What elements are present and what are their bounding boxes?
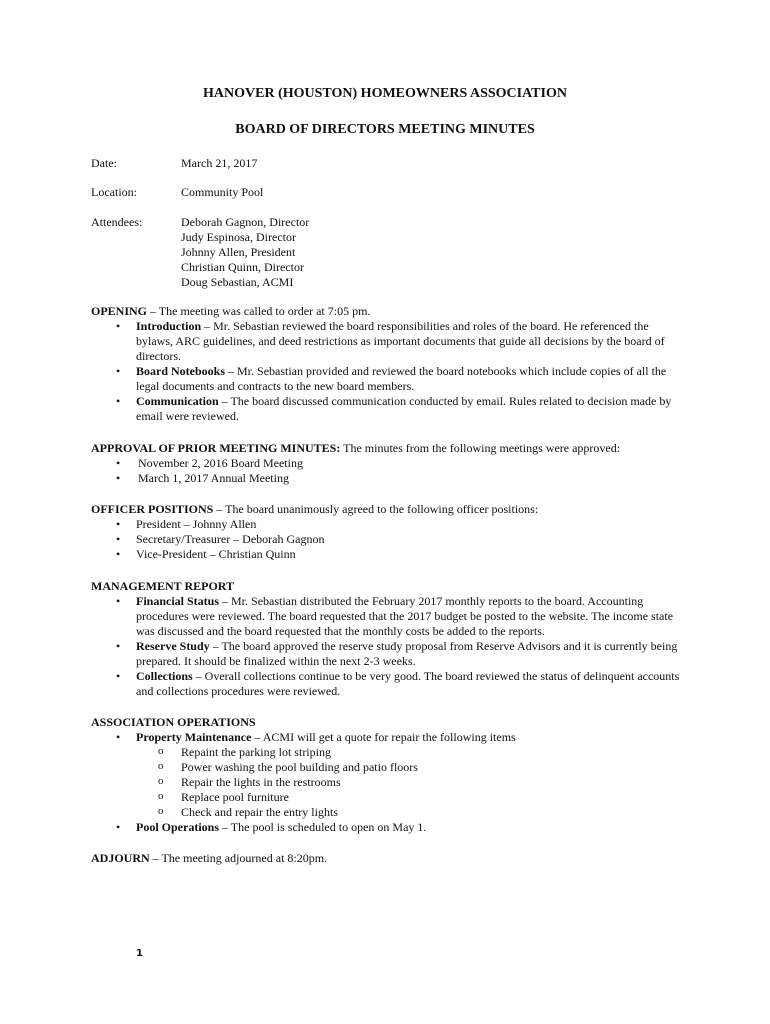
management-heading-line [91, 579, 681, 594]
item-label: Board Notebooks [136, 364, 226, 378]
approval-section [91, 441, 681, 486]
location-label: Location: [91, 185, 137, 199]
adjourn-text: – The meeting adjourned at 8:20pm. [149, 851, 328, 865]
sub-list-item: o Check and repair the entry lights [136, 805, 681, 820]
item-label: Collections [136, 669, 193, 683]
attendees-label: Attendees: [91, 215, 143, 229]
list-item [91, 594, 681, 639]
item-label: Reserve Study [136, 639, 210, 653]
sub-list-item: o Repaint the parking lot striping [136, 745, 681, 760]
opening-heading: OPENING [91, 304, 148, 318]
date-label: Date: [91, 156, 117, 170]
operations-list [91, 730, 681, 835]
item-text: – Mr. Sebastian reviewed the board responsibilities and roles of the board. He referenced the bylaws, ARC guidelines, and deed restrictions as important documents that guide all decisions by the board of directors. [136, 319, 665, 363]
management-section [91, 579, 681, 699]
attendees-list [181, 215, 309, 290]
sub-list-item: o Power washing the pool building and patio floors [136, 760, 681, 775]
list-item: • Vice-President – Christian Quinn [91, 547, 681, 562]
page-number: 1 [136, 948, 143, 959]
maintenance-sublist [136, 745, 681, 820]
item-text: – The pool is scheduled to open on May 1. [219, 820, 427, 834]
attendee: Doug Sebastian, ACMI [181, 275, 294, 289]
item-text: – ACMI will get a quote for repair the following items [251, 730, 516, 744]
date-value: March 21, 2017 [181, 156, 258, 170]
opening-section [91, 304, 681, 424]
officers-list [91, 517, 681, 562]
location-value: Community Pool [181, 185, 264, 199]
adjourn-line [91, 851, 681, 866]
approval-heading: APPROVAL OF PRIOR MEETING MINUTES: [91, 441, 341, 455]
item-text: – Mr. Sebastian distributed the February 2017 monthly reports to the board. Accounting procedures were reviewed. The board requested that the 2017 budget be posted to the website. The income state was discussed and the board requested that the monthly costs be added to the reports. [136, 594, 674, 638]
opening-text: – The meeting was called to order at 7:05 pm. [147, 304, 371, 318]
management-list [91, 594, 681, 699]
approval-line [91, 441, 681, 456]
item-text: – Overall collections continue to be very good. The board reviewed the status of delinquent accounts and collections procedures were reviewed. [136, 669, 680, 698]
item-label: Pool Operations [136, 820, 219, 834]
list-item [91, 730, 681, 820]
list-item [91, 669, 681, 699]
attendee: Judy Espinosa, Director [181, 230, 296, 244]
list-item: • President – Johnny Allen [91, 517, 681, 532]
list-item [91, 319, 681, 364]
approval-list [91, 456, 681, 486]
adjourn-heading: ADJOURN [91, 851, 150, 865]
list-item: • November 2, 2016 Board Meeting [91, 456, 681, 471]
item-label: Introduction [136, 319, 202, 333]
approval-text: The minutes from the following meetings were approved: [340, 441, 621, 455]
item-text: – The board discussed communication conducted by email. Rules related to decision made by email were reviewed. [136, 394, 672, 423]
item-text: – Mr. Sebastian provided and reviewed the board notebooks which include copies of all the legal documents and contracts to the new board members. [136, 364, 667, 393]
operations-heading-line [91, 715, 681, 730]
list-item [91, 394, 681, 424]
list-item: • March 1, 2017 Annual Meeting [91, 471, 681, 486]
officers-line [91, 502, 681, 517]
item-text: – The board approved the reserve study proposal from Reserve Advisors and it is currently being prepared. It should be finalized within the next 2-3 weeks. [136, 639, 678, 668]
document-subtitle: BOARD OF DIRECTORS MEETING MINUTES [235, 122, 535, 137]
operations-section [91, 715, 681, 835]
item-label: Financial Status [136, 594, 220, 608]
sub-list-item: o Repair the lights in the restrooms [136, 775, 681, 790]
sub-list-item: o Replace pool furniture [136, 790, 681, 805]
attendee: Deborah Gagnon, Director [181, 215, 310, 229]
opening-line [91, 304, 681, 319]
attendee: Christian Quinn, Director [181, 260, 304, 274]
officers-text: – The board unanimously agreed to the following officer positions: [213, 502, 539, 516]
operations-heading: ASSOCIATION OPERATIONS [91, 715, 256, 729]
list-item [91, 820, 681, 835]
list-item [91, 364, 681, 394]
item-label: Property Maintenance [136, 730, 252, 744]
opening-list [91, 319, 681, 424]
adjourn-section [91, 851, 681, 866]
management-heading: MANAGEMENT REPORT [91, 579, 235, 593]
item-label: Communication [136, 394, 219, 408]
list-item: • Secretary/Treasurer – Deborah Gagnon [91, 532, 681, 547]
officers-section [91, 502, 681, 562]
list-item [91, 639, 681, 669]
officers-heading: OFFICER POSITIONS [91, 502, 214, 516]
document-title: HANOVER (HOUSTON) HOMEOWNERS ASSOCIATION [203, 86, 567, 101]
attendee: Johnny Allen, President [181, 245, 296, 259]
